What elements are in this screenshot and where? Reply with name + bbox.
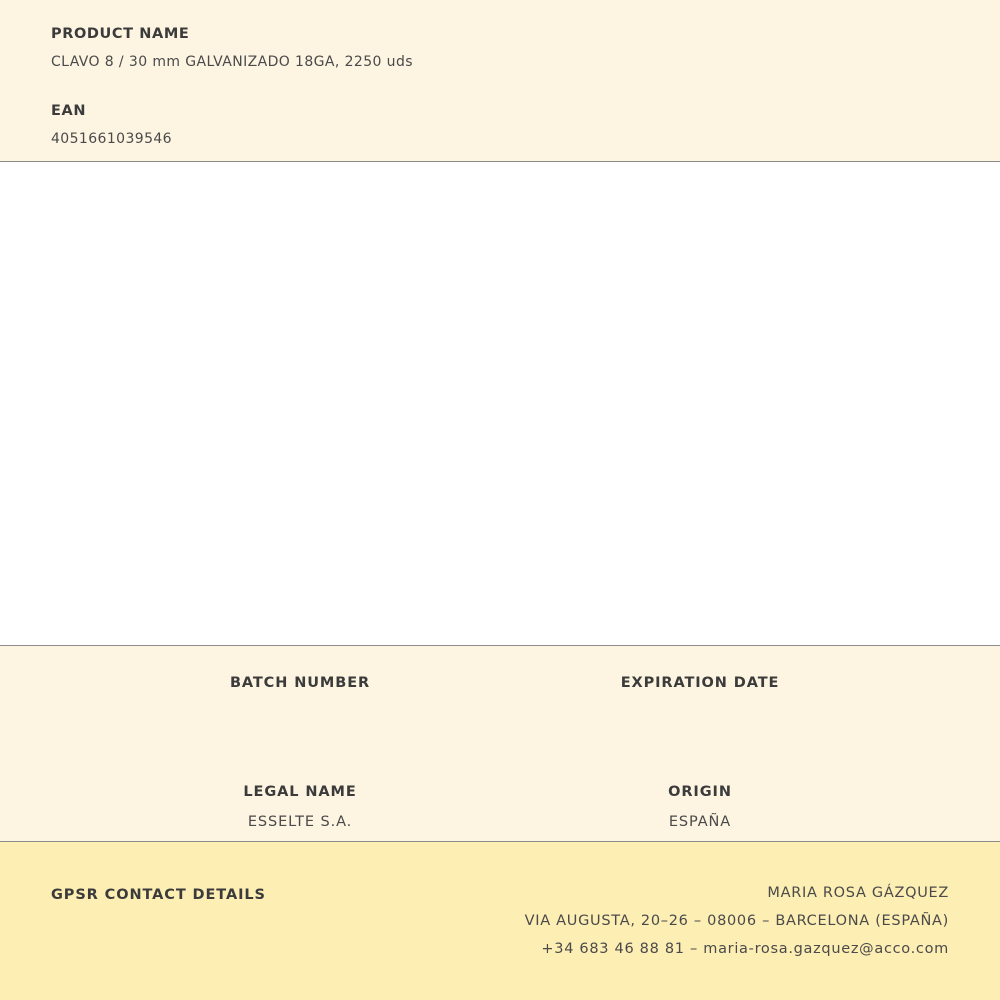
blank-content-area [0, 162, 1000, 646]
ean-field [0, 101, 1000, 150]
legal-name-label: LEGAL NAME [243, 784, 357, 801]
product-info-section [0, 0, 1000, 162]
expiration-date-value [500, 702, 900, 720]
gpsr-contact-section [0, 842, 1000, 1000]
batch-number-label: BATCH NUMBER [229, 675, 371, 691]
ean-value: 4051661039546 [51, 130, 172, 147]
legal-name-cell [100, 782, 500, 832]
expiration-date-label: EXPIRATION DATE [620, 675, 780, 691]
details-row-batch [0, 673, 1000, 720]
origin-value: ESPAÑA [668, 813, 732, 830]
gpsr-contact-title: GPSR CONTACT DETAILS [51, 887, 266, 903]
gpsr-contact-phone-email: +34 683 46 88 81 – maria-rosa.gazquez@acco.com [541, 941, 949, 957]
ean-label: EAN [51, 103, 87, 120]
origin-label: ORIGIN [668, 784, 732, 801]
batch-number-value [100, 702, 500, 720]
product-details-section [0, 646, 1000, 842]
row-spacer [0, 673, 100, 720]
product-name-field [0, 24, 1000, 73]
legal-name-value: ESSELTE S.A. [247, 813, 353, 830]
expiration-date-cell [500, 673, 900, 720]
gpsr-contact-address: VIA AUGUSTA, 20–26 – 08006 – BARCELONA (ESPAÑA) [524, 913, 949, 929]
batch-number-cell [100, 673, 500, 720]
product-name-value: CLAVO 8 / 30 mm GALVANIZADO 18GA, 2250 uds [51, 53, 413, 70]
origin-cell [500, 782, 900, 832]
gpsr-contact-name: MARIA ROSA GÁZQUEZ [767, 885, 949, 901]
row-spacer [0, 782, 100, 832]
details-row-legal [0, 782, 1000, 832]
product-name-label: PRODUCT NAME [51, 26, 190, 42]
